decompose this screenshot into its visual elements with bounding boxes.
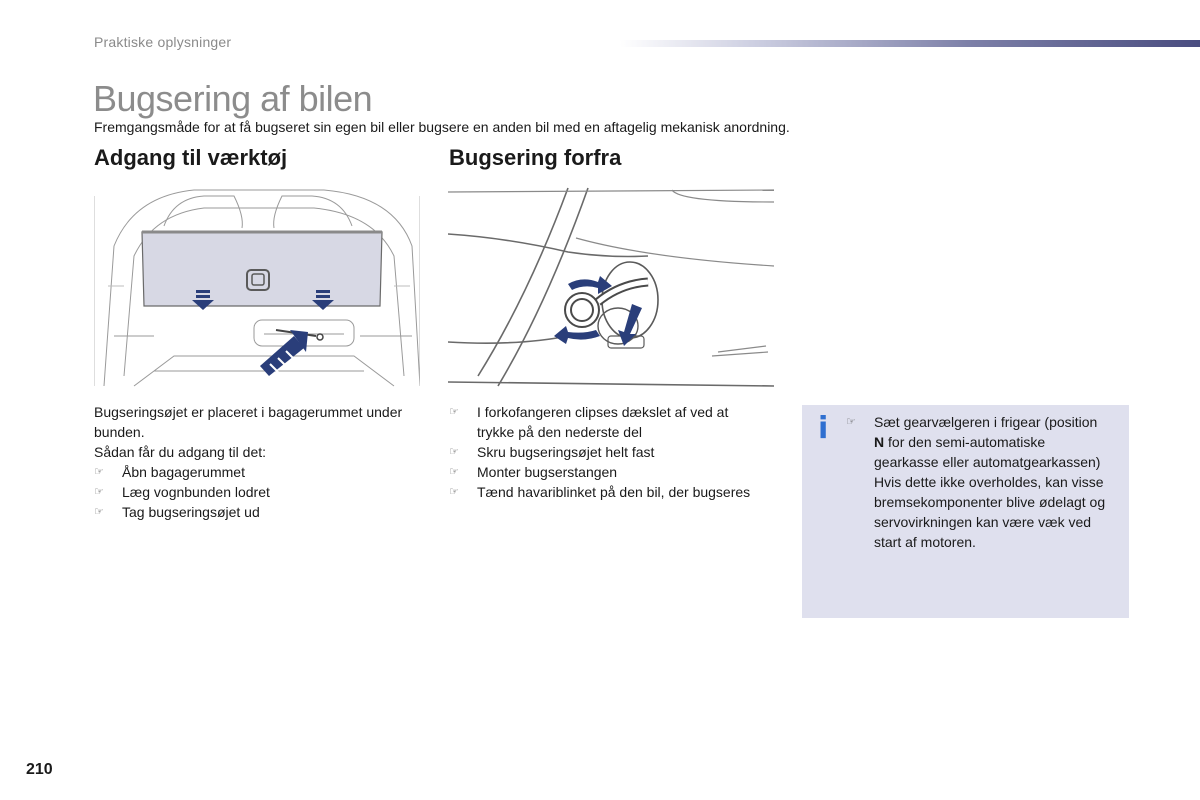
info-bullet: ☞ Sæt gearvælgeren i frigear (position N for den semi-automatiske gearkasse eller automatgearkassen) <box>846 414 1101 470</box>
page-title: Bugsering af bilen <box>93 78 373 119</box>
list-item: ☞ Læg vognbunden lodret <box>94 484 270 500</box>
pointing-hand-icon: ☞ <box>449 406 459 418</box>
info-warning: Hvis dette ikke overholdes, kan visse bremsekomponenter blive ødelagt og servovirkningen kan være væk ved start af motoren. <box>874 474 1106 550</box>
list-item: ☞ Skru bugseringsøjet helt fast <box>449 444 655 460</box>
list-item: ☞ I forkofangeren clipses dækslet af ved at trykke på den nederste del <box>449 404 729 440</box>
pointing-hand-icon: ☞ <box>449 446 459 458</box>
page-number: 210 <box>26 761 53 778</box>
list-item: ☞ Tænd havariblinket på den bil, der bugseres <box>449 484 751 500</box>
info-content <box>846 412 1106 552</box>
front-towing-eye-illustration <box>448 186 774 392</box>
tool-access-text <box>94 402 414 522</box>
info-icon: i <box>818 411 829 446</box>
header-gradient-bar <box>620 40 1200 47</box>
tool-access-paragraph-2: Sådan får du adgang til det: <box>94 444 267 460</box>
list-item: ☞ Åbn bagagerummet <box>94 464 245 480</box>
tool-access-steps <box>94 462 414 522</box>
tool-access-heading: Adgang til værktøj <box>94 145 288 170</box>
pointing-hand-icon: ☞ <box>94 466 104 478</box>
front-towing-text <box>449 402 769 502</box>
pointing-hand-icon: ☞ <box>449 486 459 498</box>
list-item: ☞ Tag bugseringsøjet ud <box>94 504 260 520</box>
pointing-hand-icon: ☞ <box>94 486 104 498</box>
trunk-floor-illustration <box>94 186 420 392</box>
pointing-hand-icon: ☞ <box>846 416 856 428</box>
section-label: Praktiske oplysninger <box>94 34 232 50</box>
pointing-hand-icon: ☞ <box>94 506 104 518</box>
front-towing-heading: Bugsering forfra <box>449 145 622 170</box>
list-item: ☞ Monter bugserstangen <box>449 464 618 480</box>
info-box <box>802 405 1129 618</box>
tool-access-paragraph-1: Bugseringsøjet er placeret i bagagerummet under bunden. <box>94 404 403 440</box>
pointing-hand-icon: ☞ <box>449 466 459 478</box>
front-towing-steps <box>449 402 769 502</box>
page-intro: Fremgangsmåde for at få bugseret sin egen bil eller bugsere en anden bil med en aftagelig mekanisk anordning. <box>94 119 790 135</box>
